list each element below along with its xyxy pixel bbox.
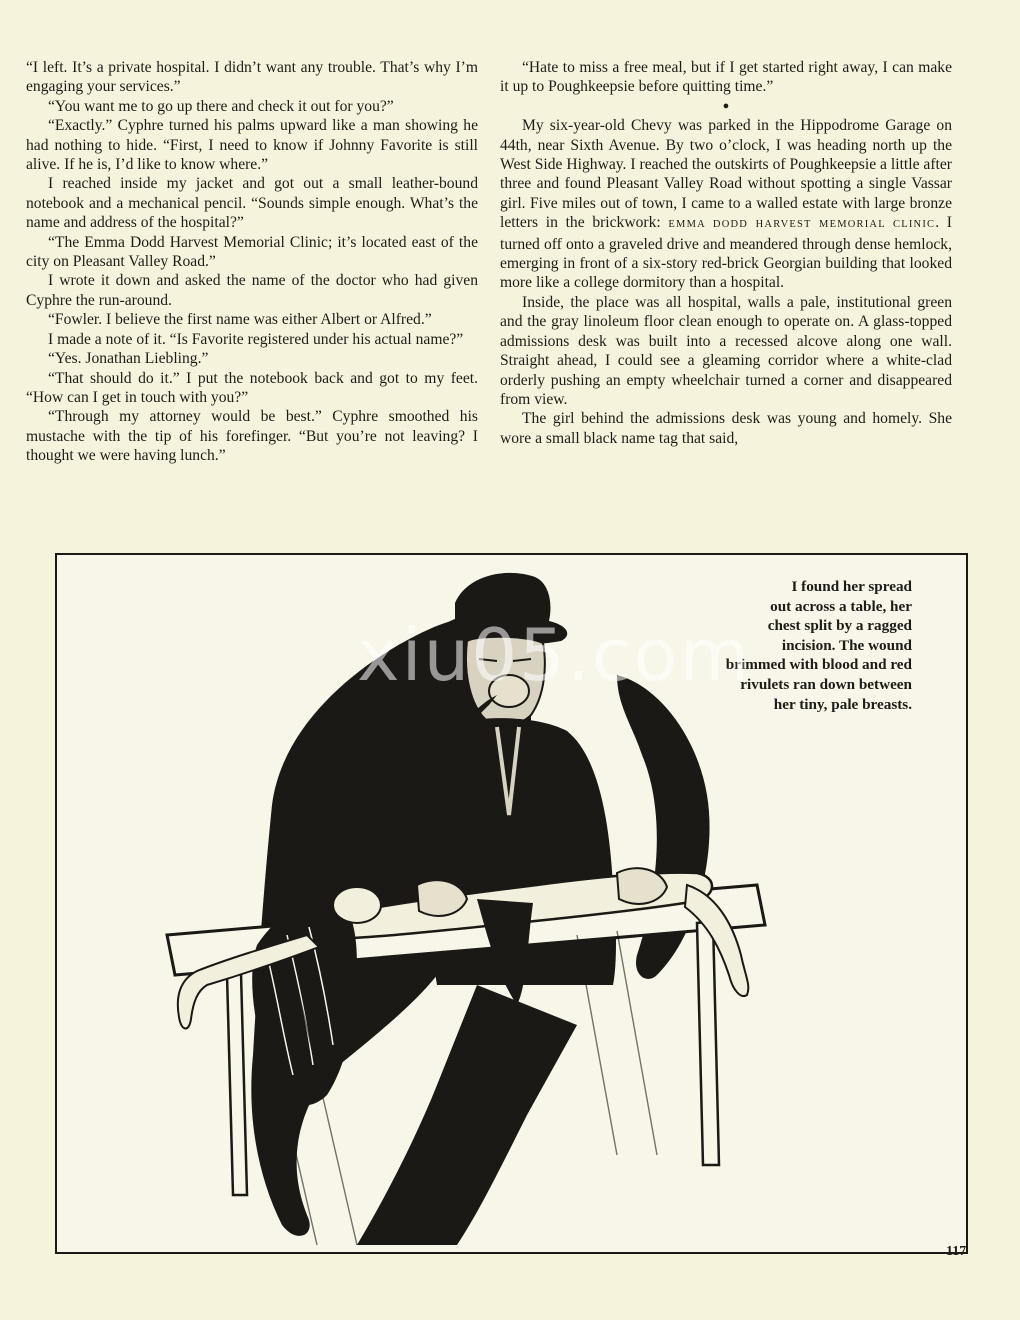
paragraph: The girl behind the admissions desk was young and homely. She wore a small black name tag that said, [500,410,952,447]
caption-line: I found her spread [791,578,912,595]
paragraph: “The Emma Dodd Harvest Memorial Clinic; it’s located east of the city on Pleasant Valley Road.” [26,233,478,271]
paragraph: I made a note of it. “Is Favorite registered under his actual name?” [48,330,464,348]
right-text-column [500,58,952,448]
caption-line: incision. The wound [781,636,912,654]
paragraph: Inside, the place was all hospital, walls a pale, institutional green and the gray linoleum floor clean enough to operate on. A glass-topped admissions desk was built into a recessed alcove along one wall. Straight ahead, I could see a gleaming corridor where a white-clad orderly pushing an empty wheelchair turned a corner and disappeared from view. [500,293,952,408]
table-leg [697,921,719,1165]
paragraph: “That should do it.” I put the notebook back and got to my feet. “How can I get in touch with you?” [26,369,478,406]
paragraph: “Through my attorney would be best.” Cyphre smoothed his mustache with the tip of his forefinger. “But you’re not leaving? I thought we were having lunch.” [26,408,478,465]
caption-line: rivulets ran down between [740,675,912,693]
paragraph: “I left. It’s a private hospital. I didn’t want any trouble. That’s why I’m engaging your services.” [26,59,478,96]
left-text-column [26,58,478,466]
paragraph [500,116,952,293]
watermark: xiu05.com [357,613,752,697]
paragraph: “Exactly.” Cyphre turned his palms upward like a man showing he had nothing to hide. “First, I need to know if Johnny Favorite is still alive. If he is, I’d like to know where.” [26,117,478,174]
paragraph: “You want me to go up there and check it out for you?” [48,97,394,115]
paragraph-text: My six-year-old Chevy was parked in the Hippodrome Garage on 44th, near Sixth Avenue. By two o’clock, I was heading north up the West Side Highway. I reached the outskirts of Poughkeepsie a little after three and found Pleasant Valley Road without spotting a single Vassar girl. Five miles out of town, I came to a walled estate with large bronze letters in the brickwork: [500,117,952,232]
clinic-name-small-caps: EMMA DODD HARVEST MEMORIAL CLINIC [668,219,936,231]
paragraph-text: . I turned off onto a graveled drive and meandered through dense hemlock, emerging in front of a six-story red-brick Georgian building that looked more like a college dormitory than a hospital. [500,214,953,292]
illustration-panel [55,553,968,1254]
paragraph: “Fowler. I believe the first name was either Albert or Alfred.” [48,311,432,329]
paragraph: “Yes. Jonathan Liebling.” [48,350,209,368]
caption-line: out across a table, her [770,597,912,615]
section-separator-dot: ● [722,99,730,112]
paragraph: “Hate to miss a free meal, but if I get started right away, I can make it up to Poughkeepsie before quitting time.” [500,59,952,96]
paragraph: I reached inside my jacket and got out a small leather-bound notebook and a mechanical pencil. “Sounds simple enough. What’s the name and address of the hospital?” [26,175,478,232]
page-number: 117 [946,1244,967,1259]
ink-shadow-blot [357,985,577,1245]
caption-line: brimmed with blood and red [725,656,912,674]
paragraph: I wrote it down and asked the name of the doctor who had given Cyphre the run-around. [26,272,478,309]
woman-face [333,887,381,923]
caption-line: her tiny, pale breasts. [773,695,912,713]
table-leg [227,973,247,1195]
caption-line: chest split by a ragged [767,617,912,635]
